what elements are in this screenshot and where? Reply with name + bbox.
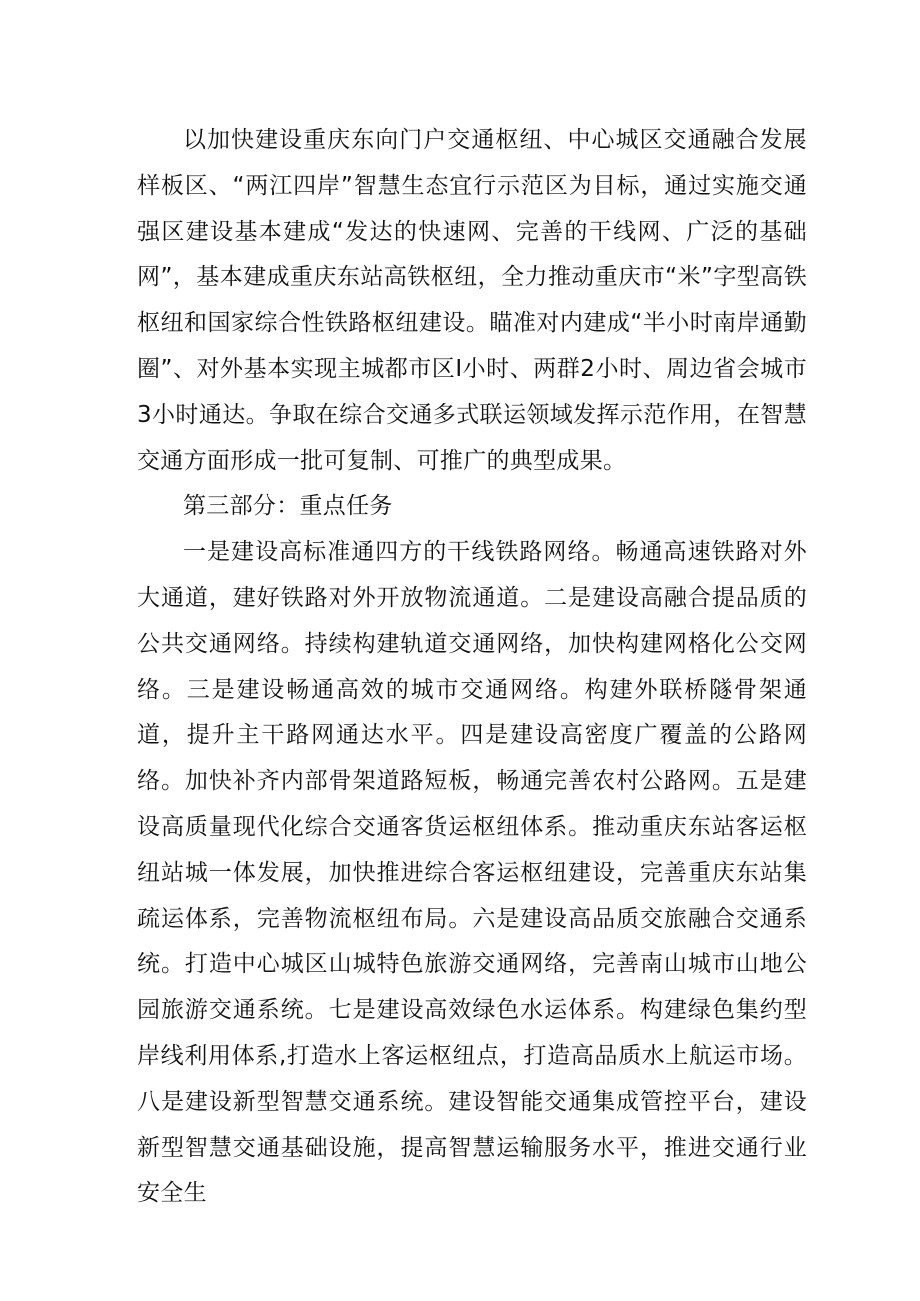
paragraph-goals: 以加快建设重庆东向门户交通枢纽、中心城区交通融合发展样板区、“两江四岸”智慧生态宜行示范区为目标，通过实施交通强区建设基本建成“发达的快速网、完善的干线网、广泛的基础网”，基本建成重庆东站高铁枢纽，全力推动重庆市“米”字型高铁枢纽和国家综合性铁路枢纽建设。瞄准对内建成“半小时南岸通勤圈”、对外基本实现主城都市区I小时、两群2小时、周边省会城市3小时通达。争取在综合交通多式联运领域发挥示范作用，在智慧交通方面形成一批可复制、可推广的典型成果。	[137, 127, 807, 474]
document-body	[137, 118, 807, 1217]
section-heading: 第三部分：重点任务	[183, 493, 393, 520]
paragraph-key-tasks: 一是建设高标准通四方的干线铁路网络。畅通高速铁路对外大通道，建好铁路对外开放物流通道。二是建设高融合提品质的公共交通网络。持续构建轨道交通网络，加快构建网格化公交网络。三是建设畅通高效的城市交通网络。构建外联桥隧骨架通道，提升主干路网通达水平。四是建设高密度广覆盖的公路网络。加快补齐内部骨架道路短板，畅通完善农村公路网。五是建设高质量现代化综合交通客货运枢纽体系。推动重庆东站客运枢纽站城一体发展，加快推进综合客运枢纽建设，完善重庆东站集疏运体系，完善物流枢纽布局。六是建设高品质交旅融合交通系统。打造中心城区山城特色旅游交通网络，完善南山城市山地公园旅游交通系统。七是建设高效绿色水运体系。构建绿色集约型岸线利用体系,打造水上客运枢纽点，打造高品质水上航运市场。八是建设新型智慧交通系统。建设智能交通集成管控平台，建设新型智慧交通基础设施，提高智慧运输服务水平，推进交通行业安全生	[137, 539, 807, 1207]
